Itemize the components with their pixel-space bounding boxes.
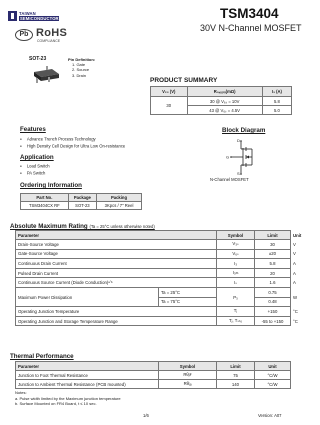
thermal-header-symbol: Symbol	[159, 362, 217, 371]
limit-cell: 0.75	[255, 287, 291, 297]
param-cell: Operating Junction and Storage Temperature Range	[16, 316, 217, 326]
ps-id-value: 5.8	[262, 97, 291, 106]
feature-item: ● Advance Trench Process Technology	[20, 136, 125, 143]
table-row: Gate-Source Voltage V₆ₛ ±20 V	[16, 249, 291, 259]
ts-logo-mark	[8, 11, 17, 21]
symbol-cell: V₆ₛ	[217, 249, 255, 259]
symbol-cell: V₃ₛ	[217, 240, 255, 250]
pin-3: 3. Drain	[72, 72, 87, 78]
ordering-title: Ordering Information	[20, 182, 82, 189]
symbol-cell: I₃ₘ	[217, 268, 255, 278]
symbol-cell: P₃	[217, 287, 255, 306]
table-row: Operating Junction Temperature Tⱼ +150 °C	[16, 307, 291, 317]
ps-rds-value: 43 @ V₆ₛ = 4.5V	[187, 106, 262, 115]
limit-cell: 75	[217, 371, 255, 380]
table-row	[16, 380, 291, 389]
pin-definition-title: Pin Definition:	[68, 57, 96, 62]
features-list	[20, 136, 125, 150]
product-summary-title: PRODUCT SUMMARY	[150, 77, 218, 84]
thermal-title: Thermal Performance	[10, 353, 74, 360]
param-cell: Drain-Source Voltage	[16, 240, 217, 250]
table-row: Continuous Drain Current I₃ 5.8 A	[16, 259, 291, 269]
part-number: TSM3404	[220, 6, 279, 21]
abs-max-title	[10, 223, 155, 230]
thermal-header-limit: Limit	[217, 362, 255, 371]
table-row: Operating Junction and Storage Temperature Range Tⱼ, Tₛₜ₆ -55 to +150 °C	[16, 316, 291, 326]
ps-header-rds: R₃ₛ₍ₒₙ₎(mΩ)	[187, 87, 262, 97]
notes-title: Notes:	[15, 390, 27, 395]
condition-cell: Ta = 75°C	[159, 297, 217, 307]
param-cell: Maximum Power Dissipation	[16, 287, 159, 306]
page-number: 1/6	[143, 413, 149, 418]
thermal-header-unit: Unit	[255, 362, 291, 371]
company-name-line1: TAIWAN	[19, 11, 36, 16]
limit-cell: 30	[255, 240, 291, 250]
ps-header-id: I₃ (A)	[262, 87, 291, 97]
abs-max-header-parameter: Parameter	[16, 231, 217, 240]
symbol-cell: Tⱼ, Tₛₜ₆	[217, 316, 255, 326]
table-row: Continuous Source Current (Diode Conduction)ᵃʼᵇ Iₛ 1.6 A	[16, 278, 291, 288]
pin-definition	[68, 57, 95, 78]
thermal-table	[15, 361, 291, 389]
limit-cell: 5.8	[255, 259, 291, 269]
application-list	[20, 163, 50, 177]
table-row: Drain-Source Voltage V₃ₛ 30 V	[16, 240, 291, 250]
abs-max-note: (Ta = 25°C unless otherwise noted)	[89, 224, 155, 229]
param-cell: Continuous Drain Current	[16, 259, 217, 269]
param-cell: Continuous Source Current (Diode Conduction)ᵃʼᵇ	[16, 278, 217, 288]
application-title: Application	[20, 154, 54, 161]
limit-cell: -55 to +150	[255, 316, 291, 326]
abs-max-header-limit: Limit	[255, 231, 291, 240]
notes	[15, 390, 121, 407]
table-row	[16, 371, 291, 380]
param-cell: Pulsed Drain Current	[16, 268, 217, 278]
ps-header-vds: V₂₃ (V)	[151, 87, 188, 97]
ordering-part-no: TSM3404CX RF	[21, 202, 69, 210]
limit-cell: ±20	[255, 249, 291, 259]
ordering-package: SOT-23	[68, 202, 96, 210]
ps-id-value: 5.0	[262, 106, 291, 115]
company-name-line2: SEMICONDUCTOR	[20, 16, 59, 21]
note-item: b. Surface Mounted on FR4 Board, t ≤ 10 sec.	[15, 401, 97, 407]
pb-free-icon: Pb	[15, 29, 33, 41]
company-logo	[8, 11, 58, 21]
limit-cell: 140	[217, 380, 255, 389]
thermal-header-parameter: Parameter	[16, 362, 159, 371]
abs-max-title-text: Absolute Maximum Rating	[10, 223, 88, 230]
unit-cell: °C/W	[255, 371, 291, 380]
param-cell: Gate-Source Voltage	[16, 249, 217, 259]
package-name: SOT-23	[29, 56, 47, 62]
unit-cell: °C/W	[255, 380, 291, 389]
ordering-packing: 3Kpcs / 7" Reel	[97, 202, 142, 210]
table-row: Maximum Power Dissipation Ta = 25°C P₃ 0.75 W	[16, 287, 291, 297]
application-item: ● Load Switch	[20, 163, 50, 170]
note-item: a. Pulse width limited by the Maximum junction temperature	[15, 395, 121, 401]
param-cell: Operating Junction Temperature	[16, 307, 217, 317]
table-row: Pulsed Drain Current I₃ₘ 20 A	[16, 268, 291, 278]
ordering-header-package: Package	[68, 194, 96, 202]
pin-g-label: G	[226, 154, 230, 160]
pin-d-label: D	[237, 138, 240, 143]
limit-cell: +150	[255, 307, 291, 317]
ps-vds-value: 30	[151, 97, 188, 115]
feature-item: ● High Density Cell Design for Ultra Low On-resistance	[20, 143, 125, 150]
condition-cell: Ta = 25°C	[159, 287, 217, 297]
ps-rds-value: 30 @ V₆ₛ = 10V	[187, 97, 262, 106]
symbol-cell: Rθⱼꜰ	[159, 371, 217, 380]
ordering-table	[20, 193, 142, 210]
features-title: Features	[20, 126, 46, 133]
abs-max-table: Parameter Symbol Limit Unit Drain-Source Voltage V₃ₛ 30 V Gate-Source Voltage V₆ₛ ±20 V Continuous Drain Current I₃ 5.8 A Pulsed Drain Current I₃ₘ 20 A Continuous Source Current (Diode Conduction)ᵃʼᵇ Iₛ 1.6 A Maximum Power Dissipation Ta = 25°C P₃ 0.75 W Ta = 75°C 0.48 Operating Junction Temperature Tⱼ +150 °C Operating Junction and Storage Temperature Range Tⱼ, Tₛₜ₆ -55 to +150 °C	[15, 230, 291, 326]
param-cell: Junction to Ambient Thermal Resistance (PCB mounted)	[16, 380, 159, 389]
n-channel-mosfet-symbol-icon	[222, 137, 260, 177]
param-cell: Junction to Foot Thermal Resistance	[16, 371, 159, 380]
rohs-compliance-label: COMPLIANCE	[37, 39, 61, 43]
pin-s-label: S	[237, 171, 240, 176]
version-label: Version: A07	[258, 413, 282, 418]
limit-cell: 20	[255, 268, 291, 278]
limit-cell: 0.48	[255, 297, 291, 307]
ordering-header-part: Part No.	[21, 194, 69, 202]
ordering-header-packing: Packing	[97, 194, 142, 202]
limit-cell: 1.6	[255, 278, 291, 288]
pin-2: 2. Source	[72, 67, 90, 73]
block-diagram-caption: N-Channel MOSFET	[210, 177, 249, 182]
sot23-package-icon	[30, 64, 62, 86]
symbol-cell: Tⱼ	[217, 307, 255, 317]
product-summary-table	[150, 86, 292, 115]
symbol-cell: I₃	[217, 259, 255, 269]
symbol-cell: Rθⱼₐ	[159, 380, 217, 389]
block-diagram-title: Block Diagram	[222, 127, 266, 134]
application-item: ● PA Switch	[20, 170, 50, 177]
rohs-label: RoHS	[36, 27, 68, 39]
abs-max-header-symbol: Symbol	[217, 231, 255, 240]
part-description: 30V N-Channel MOSFET	[200, 23, 302, 33]
pin-1: 1. Gate	[72, 62, 86, 68]
symbol-cell: Iₛ	[217, 278, 255, 288]
